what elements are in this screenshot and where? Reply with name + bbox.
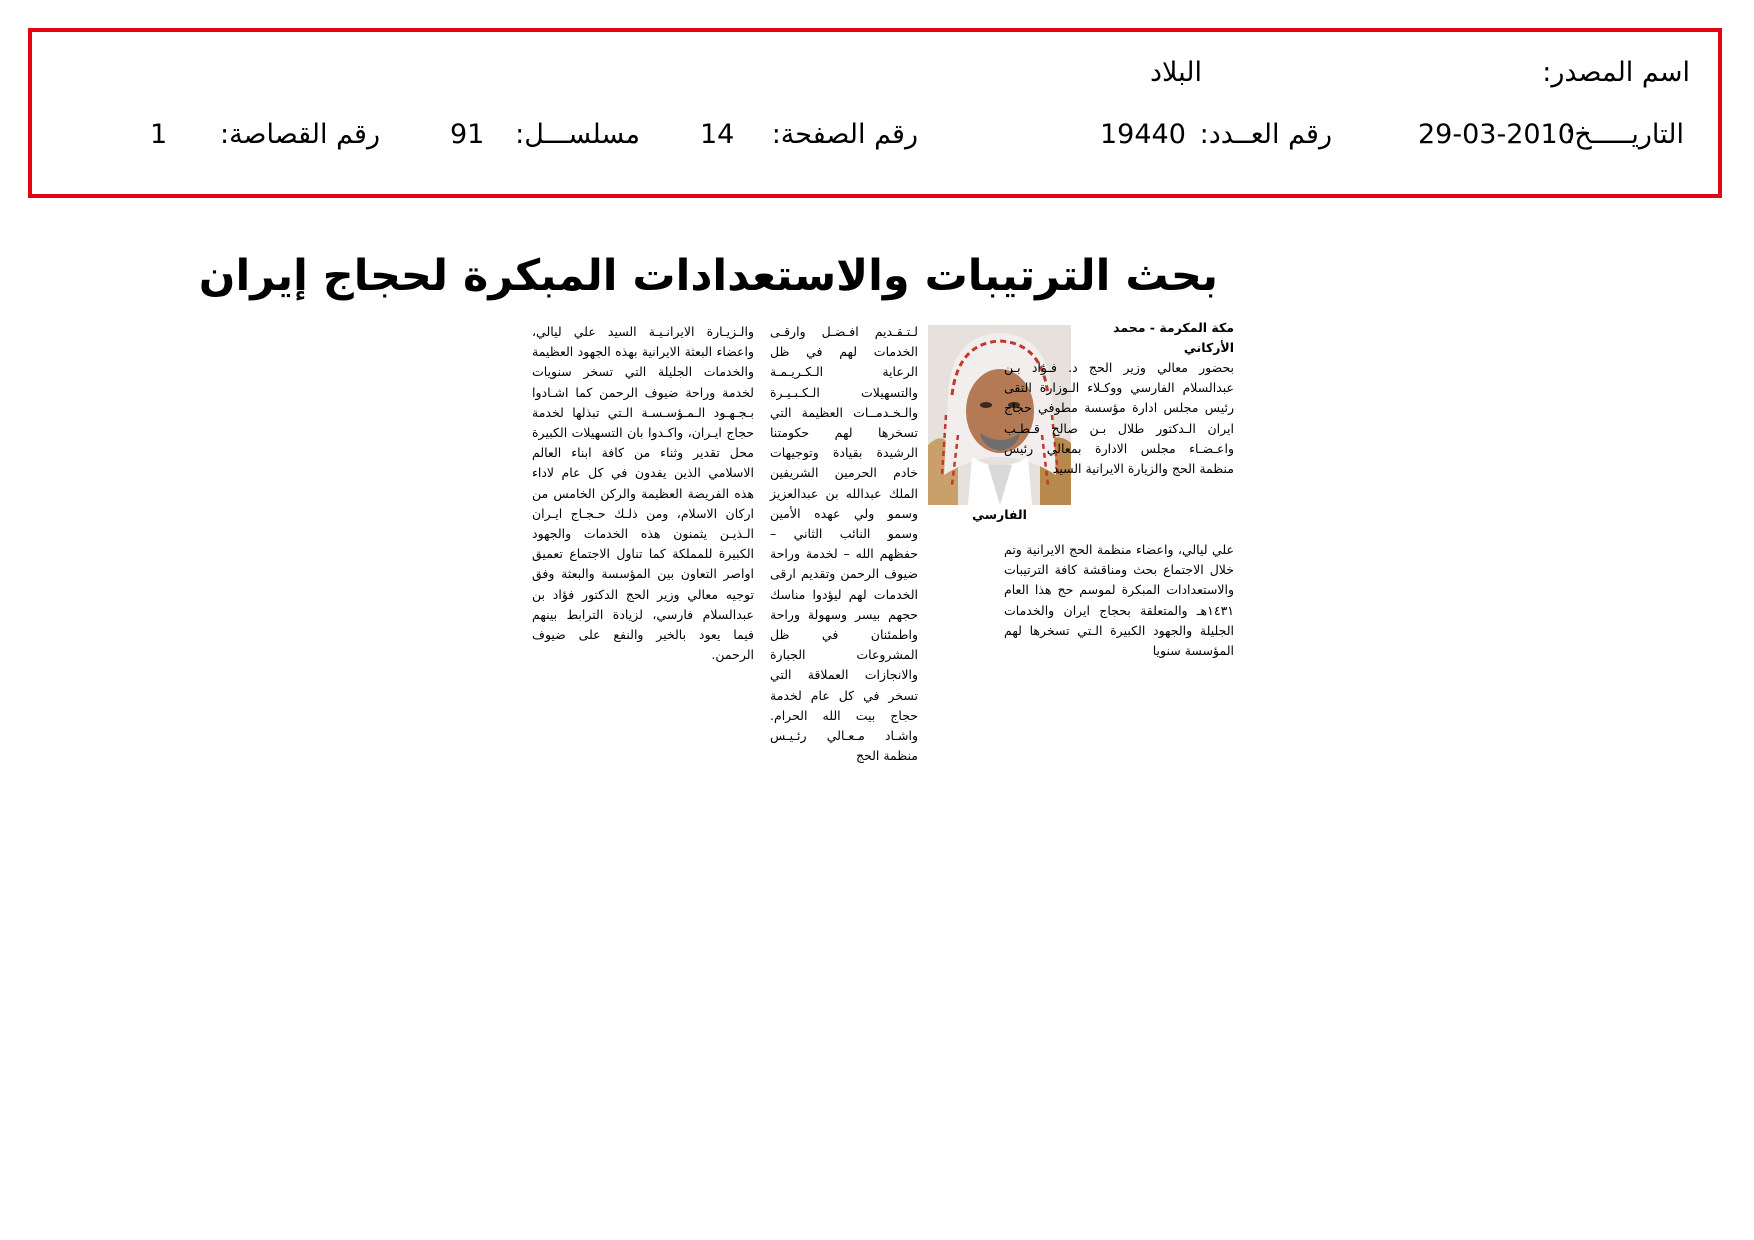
date-value: 29-03-2010 — [1418, 119, 1575, 150]
clip-label: رقم القصاصة: — [219, 119, 380, 150]
article-column-3: والـزيـارة الايرانـيـة السيد علي ليالي، واعضاء البعثة الايرانية بهذه الجهود العظيمة والخدمات الجليلة التي تسخر سنويات لخدمة وراحة ضيوف الرحمن كما اشـادوا بـجـهـود الـمـؤسـسـة الـتي تبذلها لخدمة حجاج ايـران، واكـدوا بان التسهيلات الكبيرة محل تقدير وثناء من كافة ابناء العالم الاسلامي الذين يفدون في كل عام لاداء هذه الفريضة العظيمة والركن الخامس من اركان الاسلام، ومن ذلـك حـجـاج ايـران الـذيـن يثمنون هذه الخدمات والجهود الكبيرة للمملكة كما تناول الاجتماع تعميق اواصر التعاون بين المؤسسة والبعثة وفق توجيه معالي وزير الحج الدكتور فؤاد بن عبدالسلام فارسي، لزيادة الترابط بينهم فيما يعود بالخير والنفع على ضيوف الرحمن. — [532, 324, 754, 663]
page-label: رقم الصفحة: — [771, 119, 918, 150]
article-column-2: لـتـقـديم افـضـل وارقـى الخدمات لهم في ظل الرعاية الـكـريـمـة والتسهيلات الـكـبـيـرة والـخـدمــات العظيمة التي تسخرها لهم حكومتنا الرشيدة بقيادة وتوجيهات خادم الحرمين الشريفين الملك عبدالله بن عبدالعزيز وسمو ولي عهده الأمين وسمو النائب الثاني – حفظهم الله – لخدمة وراحة ضيوف الرحمن وتقديم ارقى الخدمات لهم ليؤدوا مناسك حجهم بيسر وسهولة وراحة واطمئنان في ظل المشروعات الجبارة والانجازات العملاقة التي تسخر في كل عام لخدمة حجاج بيت الله الحرام. واشـاد مـعـالي رئـيـس منظمة الحج — [770, 324, 918, 764]
article-column-1-top: بحضور معالي وزير الحج د. فـؤاد بـن عبدالسلام الفارسي ووكـلاء الـوزارة التقى رئيس مجلس ادارة مؤسسة مطوفي حجاج ايران الـدكتور طلال بـن صالح قـطـب واعـضـاء مجلس الادارة بمعالي رئيس منظمة الحج والزيارة الايرانية السيد — [1004, 360, 1234, 477]
serial-label: مسلســـل: — [515, 119, 640, 150]
issue-label: رقم العــدد: — [1199, 119, 1332, 150]
article-column-1-bottom: علي ليالي، واعضاء منظمة الحج الايرانية وتم خلال الاجتماع بحث ومناقشة كافة الترتيبات والاستعدادات المبكرة لموسم حج هذا العام ١٤٣١هـ والمتعلقة بحجاج ايران والخدمات الجليلة والجهود الكبيرة الـتي تسخرها لهم المؤسسة سنويا — [1004, 542, 1234, 659]
serial-value: 91 — [450, 119, 485, 150]
source-label: اسم المصدر: — [1542, 57, 1690, 88]
clip-value: 1 — [150, 119, 168, 150]
article-byline: مكة المكرمة - محمد الأركاني — [1113, 320, 1234, 355]
article-headline: بحث الترتيبات والاستعدادات المبكرة لحجاج إيران — [198, 251, 1218, 301]
photo-caption: الفارسي — [972, 507, 1027, 522]
date-label: التاريـــــخ: — [1565, 119, 1684, 150]
issue-value: 19440 — [1100, 119, 1186, 150]
source-value: البلاد — [1150, 57, 1203, 88]
clipping-info-box — [28, 28, 1722, 198]
page-value: 14 — [700, 119, 735, 150]
